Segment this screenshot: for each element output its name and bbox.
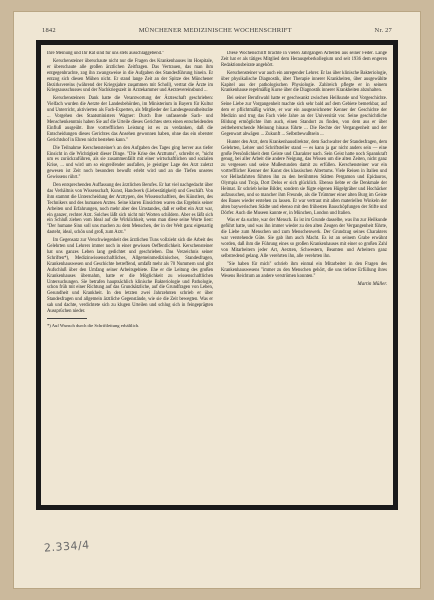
footnote-divider [47, 318, 87, 319]
page-number: 1842 [42, 26, 56, 34]
right-column [221, 51, 387, 499]
obituary-frame [36, 40, 398, 510]
journal-title: MÜNCHENER MEDIZINISCHE WOCHENSCHRIFT [138, 26, 292, 34]
handwritten-note: 2.334/4 [43, 538, 91, 555]
left-paragraph-1: Ihre Meinung und Ihr Rat sind für uns stets ausschlaggebend." [47, 51, 164, 56]
right-paragraph-1: Diese Wochenschrift brachte in vielen Jahrgängen Arbeiten aus seiner Feder. Lange Zeit hat er als tätiges Mitglied dem Herausgeberkollegium und seit 1936 dem engeren Redaktionsbeirate angehört. [221, 51, 387, 68]
right-paragraph-2: Kerschensteiner war auch ein anregender Lehrer. Er las über klinische Bakteriologie, über physikalische Diagnostik, über Therapie innerer Krankheiten, über ausgewählte Kapitel aus der pathologischen Physiologie. Zahlreich pflegte er in seinem Krankenhause regelmäßig Kurse über die Diagnostik innerer Krankheiten abzuhalten. [221, 70, 387, 94]
right-paragraph-6: "Sie haben für mich" schrieb ihm einmal ein Mitarbeiter in den Fragen des Krankenhauswesens "immer zu den Menschen gehört, die uns tiefster Erfüllung ihres Wesens Reichtum an andere verströmen konnten." [221, 261, 387, 279]
left-paragraph-6: Im Gegensatz zur Verschwiegenheit des ärztlichen Tuns vollzieht sich die Arbeit des Gelehrten und Lehrers immer noch in einer gewissen Oeffentlichkeit. Kerschensteiner hat uns ganzes Leben lang gedichtet und geschrieben. Das Verzeichnis seiner Schriften*), Medizinwissenschaftliches, Allgemeinmedizinisches, Standesfragen, Krankenhauswesen und Geschichte betreffend, umfaßt mehr als 70 Nummern und gibt Aufschluß über den Umfang seiner Arbeitsgebiete. Ehe er die Leitung des großen Krankenhauses übernahm, hatte er die Möglichkeit zu wissenschaftlichen Untersuchungen. Sie betrafen hauptsächlich klinische Bakteriologie und Pathologie, schon früh mit einer Richtung auf das Grundsätzliche, auf die Grundfragen von Leben, Gesundheit und Krankheit. In den letzten zwei Jahrzehnten schrieb er über Standesfragen und allgemein ärztliche Gegenstände, wie sie die Zeit bewegten. Was er sah und dachte, verdichtete sich zu klugen Urteilen und schlug sich in feingeprägten Aussprüchen nieder. [47, 238, 213, 315]
right-paragraph-5: Was er da suchte, war der Mensch. Es ist im Grunde dasselbe, was ihn zur Heilkunde geführt hatte, und was ihn immer wieder zu den alten Zeugen der Vergangenheit führte, die Liebe zum Menschen und zum Menschenwerk. Der Grundzug seines Charakters war verstehende Güte. Sie gab ihm auch Macht. Es ist an seinem Grabe erwähnt worden, daß ihm die Führung eines so großen Krankenhauses mit einer so großen Zahl von Mitarbeitern jeder Art, Aerzten, Schwestern, Beamten und Arbeitern ganz selbstredend gelang. Alle verehrten ihn, alle verehrten ihn. [221, 218, 387, 259]
left-column [47, 51, 213, 499]
left-paragraph-3: Kerschensteiners Dank hatte die Verantwortung der Ärzteschaft geschrieben: Vielfach wurden die Aerzte der Landesbehörden, im Ministerium in Bayern für Kultur und Unterricht, aktivierten als Fach-Experten, als Mitglieder der Landesgesundheitsräte ... Vorgehen des Staatsministers Wagner: Durch Ihre unfassende Sach- und Menschenkenntnis haben Sie auf die Urteile dieses Gerichtes stets einen entscheidenden Einfluß ausgeübt. Ihre vortrefflichen Leistung ist es zu verdanken, daß die Entscheidungen dieses Gerichtes das Ansehen gewonnen haben, ohne das ein oberster Gerichtshof in Ehren nicht bestehen kann." [47, 96, 213, 143]
left-paragraph-5: Den entsprechenden Auffassung des ärztlichen Berufes. Er hat viel nachgedacht über das Verhältnis von Wissenschaft, Kunst, Handwerk (Liebestätigkeit) und Geschäft. Von ihm stammt die Unterscheidung der Arzttypen, des Wissenschaftlers, des Künstlers, des Technikers und des humanen Arztes. Seine klaren Einsichten waren das Ergebnis seiner Arbeiten und Erfahrungen, noch mehr aber des Umstandes, daß er selbst ein Arzt war, ein ganzer, rechter Arzt. Solches läßt sich nicht mit Worten schildern. Aber es läßt sich ein Schluß ziehen vom Ideal auf die Wirklichkeit, wenn man diese seine Worte liest: "Der humane Sinn soll uns machen zu dem Menschen, der in der Welt ganz eigenartig dasteht, ideal, schön und groß, zum Arzt." [47, 183, 213, 236]
author-signature: Martin Müller. [357, 281, 387, 287]
right-paragraph-3: Bei seiner Berufswahl hatte er geschwankt zwischen Heilkunde und Vorgeschichte. Seine Liebe zur Vorgangenheit machte sich sehr bald auf dem Gebiete bemerkbar, auf dem er pflichtmäßig wirkte, er war ein ausgezeichneter Kenner der Geschichte der Medizin und trug das Fach viele Jahre an der Universität vor. Seine geschichtliche Bildung ermöglichte ihm auch, einen Standort zu finden, von dem aus er über zeitbeherrschende Meinung hinaus führte ... Die Rechte der Vergangenheit und der Gegenwart abwägen ... Zukunft ... Selbstbewußtsein ... [221, 96, 387, 137]
text-columns [47, 51, 387, 499]
right-paragraph-4: Hunter den Arzt, dem Krankenhausdirektor, dem Sachwalter der Standesfragen, dem Gelehrten, Lehrer und Schriftsteller stand — es kann ja gar nicht anders sein — eine große Persönlichkeit dem Geiste und Charakter nach. Sein Geist hatte noch Spannkraft genug, bei aller Arbeit die andere Neigung, das Wissen um die alten Zeiten, nicht ganz zu vergessen und seine Mußestunden damit zu erfüllen. Kerschensteiner war ein vortrefflicher Kenner der Kunst des klassischen Altertums. Viele Reisen in Italien und vor Hellasfahrten führten ihn zu den berühmten Stätten Pergamon und Epidauros, Olympia und Troja, Dort Delos er sich glücklich. Ebenso liebte er die Denkmale der Heimat. Er schrieb keine Bilder, sondern sie fügte eigenen Hügelgräber und Hochäcker aufzusuchen, und so mancher ihm Freunde, als die Trümmer einer alten Burg im Geiste des Baues wieder erstehen zu lassen. Er war vertraut mit allen materiellen Winkeln der alten baywerischen Städte und ebenso mit den frühesten Bauschöpfungen der Stifte und Dörfer. Auch die Museen kannte er, in München, London und Italien. [221, 139, 387, 216]
left-paragraph-4: Die Teilnahme Kerschensteiner's an den Aufgaben des Tages ging herver aus tiefer Einsicht in die Wichtigkeit dieser Dinge. "Die Krise des Arzttums", schreibt er, "nicht um es zurückzuführen, als sie zusammenfällt mit einer wirtschaftlichen und sozialen Krise, ... und wird um so eingreifender ausfallen, je geistiger Lage des Arzt zuletzt gewesen ist Zeit noch besonders bewußt erlebt wird und an die Tiefen unseres Gewissens rührt." [47, 145, 213, 181]
left-paragraph-2: Kerschensteiner überschaute nicht nur die Fragen des Krankenhauses im Hospitale, er überschaute alle großen ärztlichen Zeitfragen. Das Vertrauen, das man ihm entgegenbrachte, zog ihn zwangsweise in die Aufgaben des Standesführung hinein. Er entzog sich diesen Mühen nicht. Er stand lange Zeit an der Spitze des Münchener Bezirksvereins (während der Kriegsjahre zusammen mit Scholl), vertrat die Ärzte im Kriegsausschusses und der Nachkriegszeit in Ärztekammer und Aerztevereinsbund ... [47, 58, 213, 94]
footnote: *) Auf Wunsch durch die Schriftleitung erhältlich. [47, 322, 140, 328]
issue-number: Nr. 27 [374, 26, 392, 34]
journal-page [14, 12, 420, 588]
page-header [42, 24, 392, 36]
